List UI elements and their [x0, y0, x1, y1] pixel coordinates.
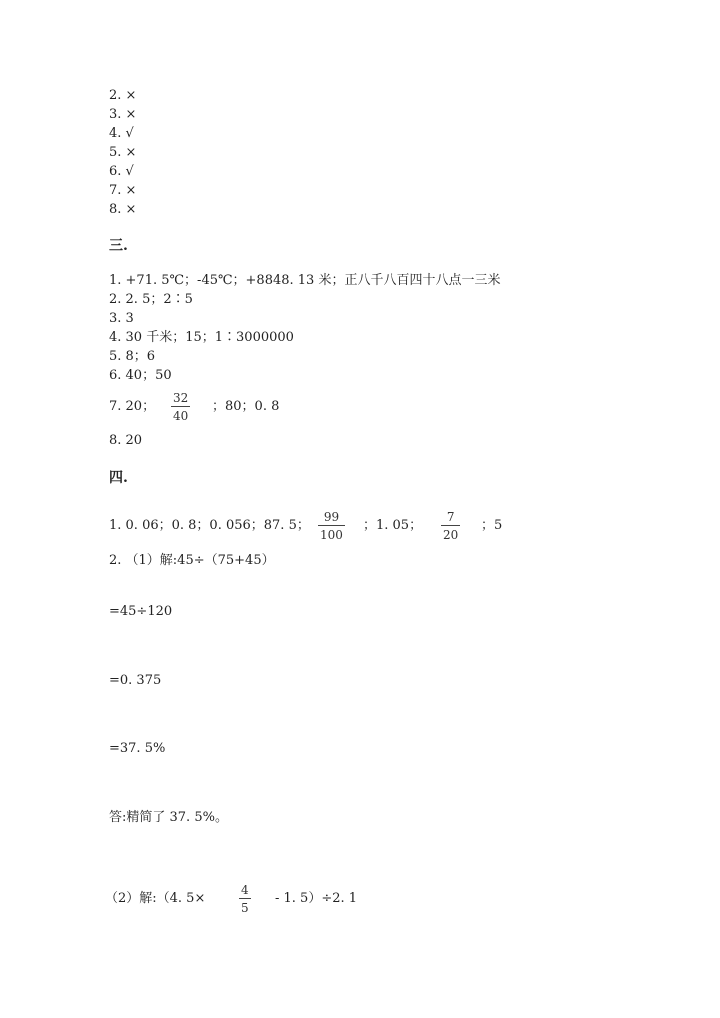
fraction-bar — [239, 898, 251, 899]
calc-step-2: =0. 375 — [109, 673, 162, 688]
fraction-bar — [441, 525, 460, 526]
answer-line-7: 7. × — [109, 183, 137, 198]
section3-item-6: 6. 40；50 — [109, 368, 172, 383]
section3-item-3: 3. 3 — [109, 311, 134, 326]
fraction-numerator: 32 — [173, 391, 189, 405]
part2-prefix: （2）解:（4. 5× — [105, 891, 206, 906]
section-heading-4: 四. — [109, 470, 128, 486]
section4-item-2-title: 2. （1）解:45÷（75+45） — [109, 553, 275, 568]
calc-step-1: =45÷120 — [109, 604, 173, 619]
fraction-denominator: 40 — [173, 409, 189, 423]
answer-line-6: 6. √ — [109, 164, 134, 179]
fraction-numerator: 99 — [323, 510, 340, 524]
answer-statement: 答:精简了 37. 5%。 — [109, 810, 228, 825]
answer-line-5: 5. × — [109, 145, 137, 160]
section3-item-7-suffix: ；80；0. 8 — [212, 399, 280, 414]
section3-item-4: 4. 30 千米；15；1∶3000000 — [109, 330, 294, 345]
fraction-99-100 — [318, 510, 345, 542]
answer-line-3: 3. × — [109, 107, 137, 122]
answer-line-2: 2. × — [109, 88, 137, 103]
section-heading-3: 三. — [109, 238, 128, 254]
fraction-bar — [171, 406, 190, 407]
section3-item-5: 5. 8；6 — [109, 349, 156, 364]
calc-step-3: =37. 5% — [109, 741, 166, 756]
fraction-4-5 — [239, 883, 251, 915]
answer-line-4: 4. √ — [109, 126, 134, 141]
section3-item-8: 8. 20 — [109, 433, 143, 448]
fraction-denominator: 5 — [241, 901, 249, 915]
section4-item-1-prefix: 1. 0. 06；0. 8；0. 056；87. 5； — [109, 518, 310, 533]
part2-suffix: - 1. 5）÷2. 1 — [275, 891, 358, 906]
fraction-denominator: 20 — [443, 528, 459, 542]
fraction-32-40 — [171, 391, 190, 423]
fraction-numerator: 7 — [446, 510, 455, 524]
fraction-bar — [318, 525, 345, 526]
section4-item-1-suffix: ；5 — [481, 518, 503, 533]
section3-item-7-prefix: 7. 20； — [109, 399, 156, 414]
answer-line-8: 8. × — [109, 202, 137, 217]
section4-item-1-mid: ；1. 05； — [363, 518, 423, 533]
fraction-7-20 — [441, 510, 460, 542]
fraction-denominator: 100 — [320, 528, 343, 542]
section3-item-1: 1. +71. 5℃；-45℃；+8848. 13 米；正八千八百四十八点一三米 — [109, 273, 501, 288]
section3-item-2: 2. 2. 5；2∶5 — [109, 292, 193, 307]
fraction-numerator: 4 — [241, 883, 249, 897]
